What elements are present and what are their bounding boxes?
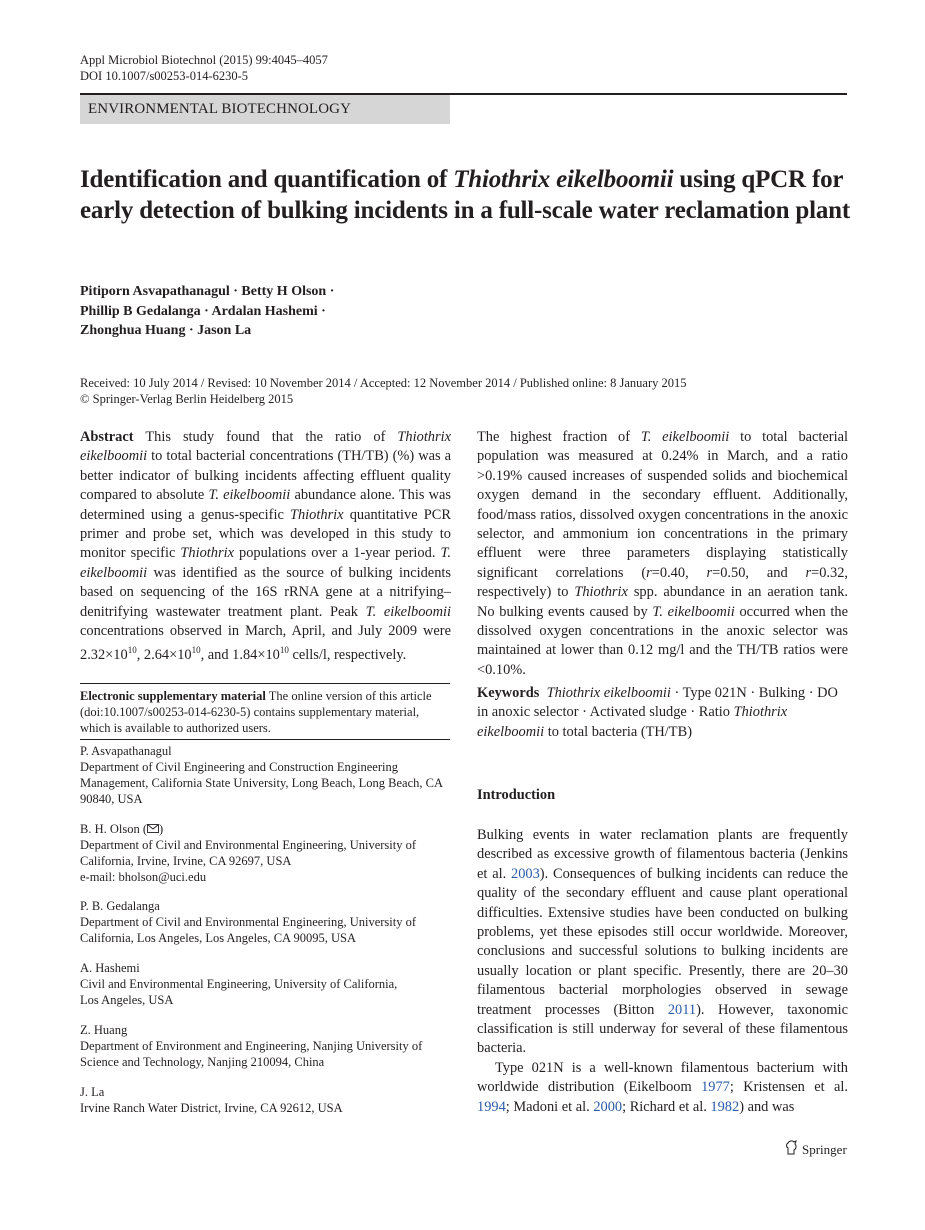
publisher-logo: [785, 1140, 847, 1159]
citation-link[interactable]: 1994: [477, 1098, 506, 1115]
abstract-heading: Abstract: [80, 429, 134, 445]
paragraph: Bulking events in water reclamation plants are frequently described as excessive growth of filamentous bacteria (Jenkins et al. 2003). Consequences of bulking incidents can reduce the quality of the secondary effluent and cause plant operational difficulties. Extensive studies have been conducted on bulking problems, yet these episodes still occur worldwide. Moreover, conclusions and successful solutions to bulking incidents are usually location or plant specific. Presently, there are 20–30 filamentous bacterial morphologies observed in sewage treatment processes (Bitton 2011). However, taxonomic classification is still underway for several of these filamentous bacteria.: [477, 827, 848, 1057]
citation-link[interactable]: 1982: [710, 1098, 740, 1115]
abstract-left: Abstract This study found that the ratio of Thiothrix eikelboomii to total bacterial concentrations (TH/TB) (%) was a better indicator of bulking incidents affecting effluent quality compared to absolute T. eikelboomii abundance alone. This was determined using a genus-specific Thiothrix quantitative PCR primer and probe set, which was developed in this study to monitor specific Thiothrix populations over a 1-year period. T. eikelboomii was identified as the source of bulking incidents based on sequencing of the 16S rRNA gene at a nitrifying–denitrifying wastewater treatment plant. Peak T. eikelboomii concentrations observed in March, April, and July 2009 were $2.32\times 10^{10}$, $2.64\times 10^{10}$, and $1.84\times 10^{10}$ cells/l, respectively.: [80, 429, 452, 664]
affiliation-la: J. La Irvine Ranch Water District, Irvine, CA 92612, USA: [80, 1085, 343, 1115]
affiliation-hashemi: A. Hashemi Civil and Environmental Engineering, University of California, Los Angeles, USA: [80, 961, 398, 1007]
author-line: Phillip B Gedalanga · Ardalan Hashemi ·: [80, 303, 326, 319]
article-title: Identification and quantification of Thiothrix eikelboomii using qPCR for early detection of bulking incidents in a full-scale water reclamation plant: [80, 166, 850, 224]
introduction-heading: Introduction: [477, 787, 556, 803]
citation-link[interactable]: 1977: [701, 1079, 730, 1096]
citation-link[interactable]: 2011: [667, 1001, 697, 1018]
affiliation-huang: Z. Huang Department of Environment and Engineering, Nanjing University of Science and Technology, Nanjing 210094, China: [80, 1023, 423, 1069]
doi-line: DOI 10.1007/s00253-014-6230-5: [80, 69, 249, 83]
article-history: [80, 375, 840, 407]
paragraph: Type 021N is a well-known filamentous bacterium with worldwide distribution (Eikelboom 1977; Kristensen et al. 1994; Madoni et al. 2000; Richard et al. 1982) and was: [477, 1059, 848, 1115]
journal-citation: Appl Microbiol Biotechnol (2015) 99:4045–4057: [80, 53, 328, 67]
springer-horse-icon: [785, 1140, 798, 1159]
abstract-right: The highest fraction of T. eikelboomii to total bacterial population was measured at 0.24% in March, and a ratio >0.19% caused increases of suspended solids and biochemical oxygen demand in the secondary effluent. Additionally, food/mass ratios, dissolved oxygen concentrations in the anoxic selector, and ammonium ion concentrations in the primary effluent were three parameters displaying statistically significant correlations (r=0.40, r=0.50, and r=0.32, respectively) to Thiothrix spp. abundance in an aeration tank. No bulking events caused by T. eikelboomii occurred when the dissolved oxygen concentrations in the anoxic selector was maintained at lower than 0.12 mg/l and the TH/TB ratios were <0.10%.: [477, 429, 848, 678]
supplementary-rule-bottom: [80, 739, 450, 740]
introduction-body: [477, 826, 848, 1117]
publisher-name: Springer: [802, 1141, 847, 1157]
affiliation-asvapathanagul: P. Asvapathanagul Department of Civil Engineering and Construction Engineering Management, California State University, Long Beach, Long Beach, CA 90840, USA: [80, 744, 443, 806]
supplementary-note: Electronic supplementary material The online version of this article (doi:10.1007/s00253-014-6230-5) contains supplementary material, which is available to authorized users.: [80, 689, 432, 735]
envelope-icon: [147, 822, 159, 836]
copyright: © Springer-Verlag Berlin Heidelberg 2015: [80, 392, 294, 406]
citation-link[interactable]: 2000: [593, 1098, 623, 1115]
supplementary-rule: [80, 683, 450, 684]
author-line: Pitiporn Asvapathanagul · Betty H Olson ·: [80, 284, 335, 299]
keywords: Keywords Thiothrix eikelboomii · Type 021N · Bulking · DO in anoxic selector · Activated sludge · Ratio Thiothrix eikelboomii to total bacteria (TH/TB): [477, 685, 838, 740]
author-line: Zhonghua Huang · Jason La: [80, 323, 252, 338]
author-list: [80, 282, 580, 341]
history-dates: Received: 10 July 2014 / Revised: 10 November 2014 / Accepted: 12 November 2014 / Published online: 8 January 2015: [80, 376, 687, 390]
affiliation-gedalanga: P. B. Gedalanga Department of Civil and Environmental Engineering, University of California, Los Angeles, Los Angeles, CA 90095, USA: [80, 899, 417, 945]
email-link[interactable]: e-mail: bholson@uci.edu: [80, 870, 207, 884]
section-label: ENVIRONMENTAL BIOTECHNOLOGY: [80, 95, 450, 124]
affiliation-olson: B. H. Olson ( ) Department of Civil and Environmental Engineering, University of California, Irvine, Irvine, CA 92697, USA e-mail: bholson@uci.edu: [80, 821, 450, 885]
citation-link[interactable]: 2003: [511, 865, 540, 882]
